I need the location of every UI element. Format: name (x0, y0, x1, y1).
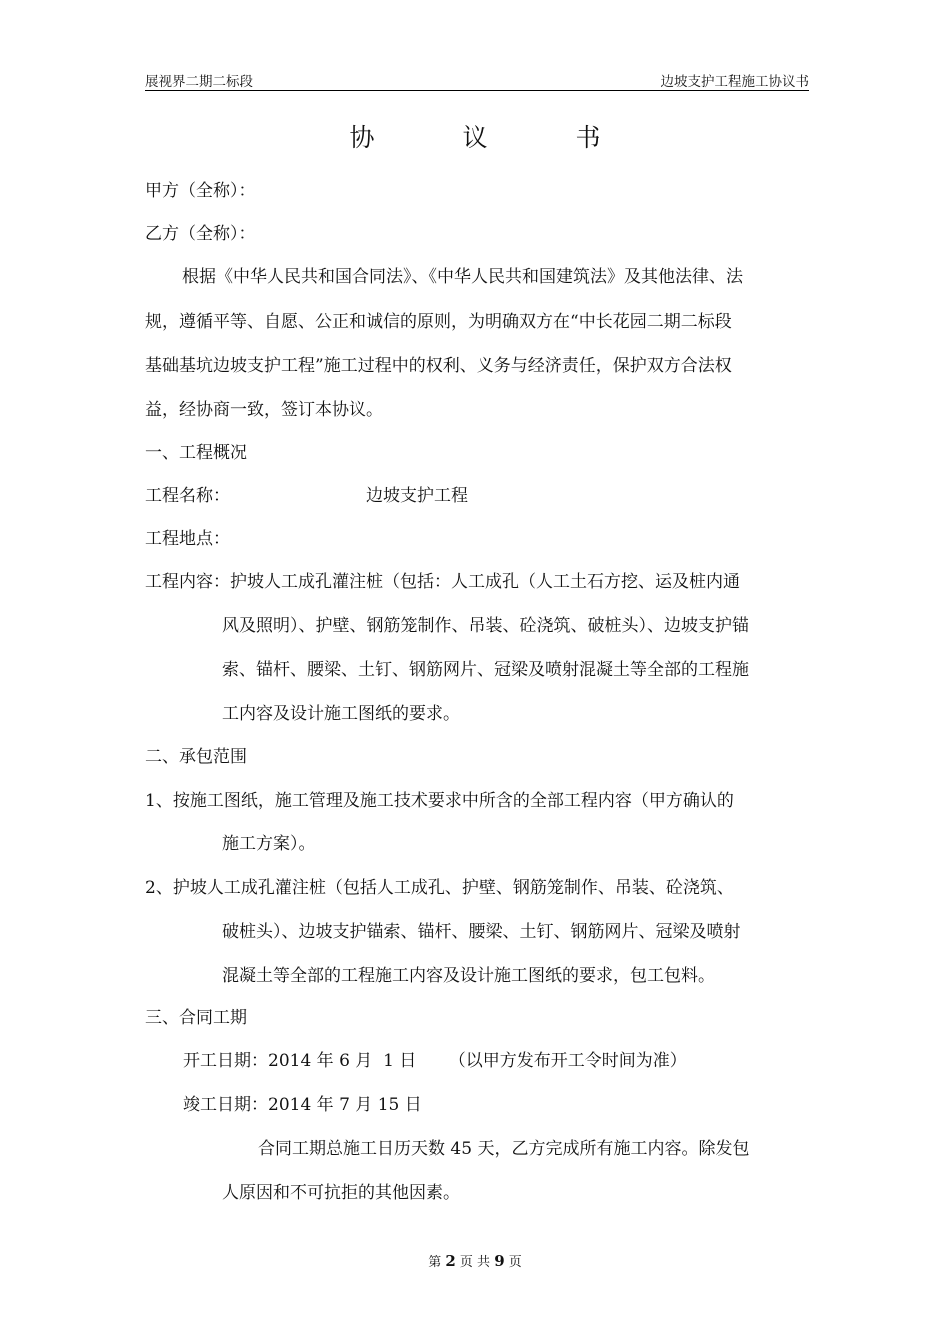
intro-line: 基础基坑边坡支护工程”施工过程中的权利、义务与经济责任，保护双方合法权 (145, 356, 732, 376)
intro-line: 根据《中华人民共和国合同法》、《中华人民共和国建筑法》及其他法律、法 (182, 267, 743, 287)
content-line: 风及照明）、护壁、钢筋笼制作、吊装、砼浇筑、破桩头）、边坡支护锚 (222, 616, 749, 636)
footer-middle: 页 共 (459, 1255, 491, 1270)
content-line: 索、锚杆、腰梁、土钉、钢筋网片、冠梁及喷射混凝土等全部的工程施 (222, 660, 749, 680)
start-date: 开工日期：2014 年 6 月 1 日 （以甲方发布开工令时间为准） (183, 1051, 687, 1071)
scope-item-1-line: 施工方案）。 (222, 834, 316, 854)
footer-suffix: 页 (508, 1255, 522, 1270)
party-b: 乙方（全称）： (145, 224, 256, 244)
duration-note: 人原因和不可抗拒的其他因素。 (222, 1183, 460, 1203)
header-right: 边坡支护工程施工协议书 (660, 74, 809, 90)
scope-item-2-line: 混凝土等全部的工程施工内容及设计施工图纸的要求，包工包料。 (222, 966, 715, 986)
end-date: 竣工日期：2014 年 7 月 15 日 (183, 1095, 422, 1115)
section1-heading: 一、工程概况 (145, 443, 247, 463)
document-title: 协 议 书 (349, 123, 641, 152)
project-name-value: 边坡支护工程 (366, 486, 468, 506)
footer-prefix: 第 (428, 1255, 442, 1270)
section2-heading: 二、承包范围 (145, 747, 247, 767)
page-header (145, 68, 809, 91)
duration-note: 合同工期总施工日历天数 45 天，乙方完成所有施工内容。除发包 (258, 1139, 750, 1159)
page-footer (0, 1251, 950, 1270)
footer-total-pages: 9 (494, 1252, 505, 1270)
project-name-label: 工程名称： (145, 486, 230, 506)
scope-item-2-line: 破桩头）、边坡支护锚索、锚杆、腰梁、土钉、钢筋网片、冠梁及喷射 (222, 922, 741, 942)
party-a: 甲方（全称）： (145, 181, 256, 201)
project-location-label: 工程地点： (145, 529, 230, 549)
footer-page-number: 2 (445, 1252, 456, 1270)
scope-item-2-line: 2、护坡人工成孔灌注桩（包括人工成孔、护壁、钢筋笼制作、吊装、砼浇筑、 (145, 878, 734, 898)
intro-line: 规，遵循平等、自愿、公正和诚信的原则，为明确双方在“中长花园二期二标段 (145, 312, 732, 332)
content-line: 工程内容：护坡人工成孔灌注桩（包括：人工成孔（人工土石方挖、运及桩内通 (145, 572, 740, 592)
content-line: 工内容及设计施工图纸的要求。 (222, 704, 460, 724)
section3-heading: 三、合同工期 (145, 1008, 247, 1028)
header-left: 展视界二期二标段 (145, 74, 253, 90)
intro-line: 益，经协商一致，签订本协议。 (145, 400, 383, 420)
scope-item-1-line: 1、按施工图纸，施工管理及施工技术要求中所含的全部工程内容（甲方确认的 (145, 791, 734, 811)
